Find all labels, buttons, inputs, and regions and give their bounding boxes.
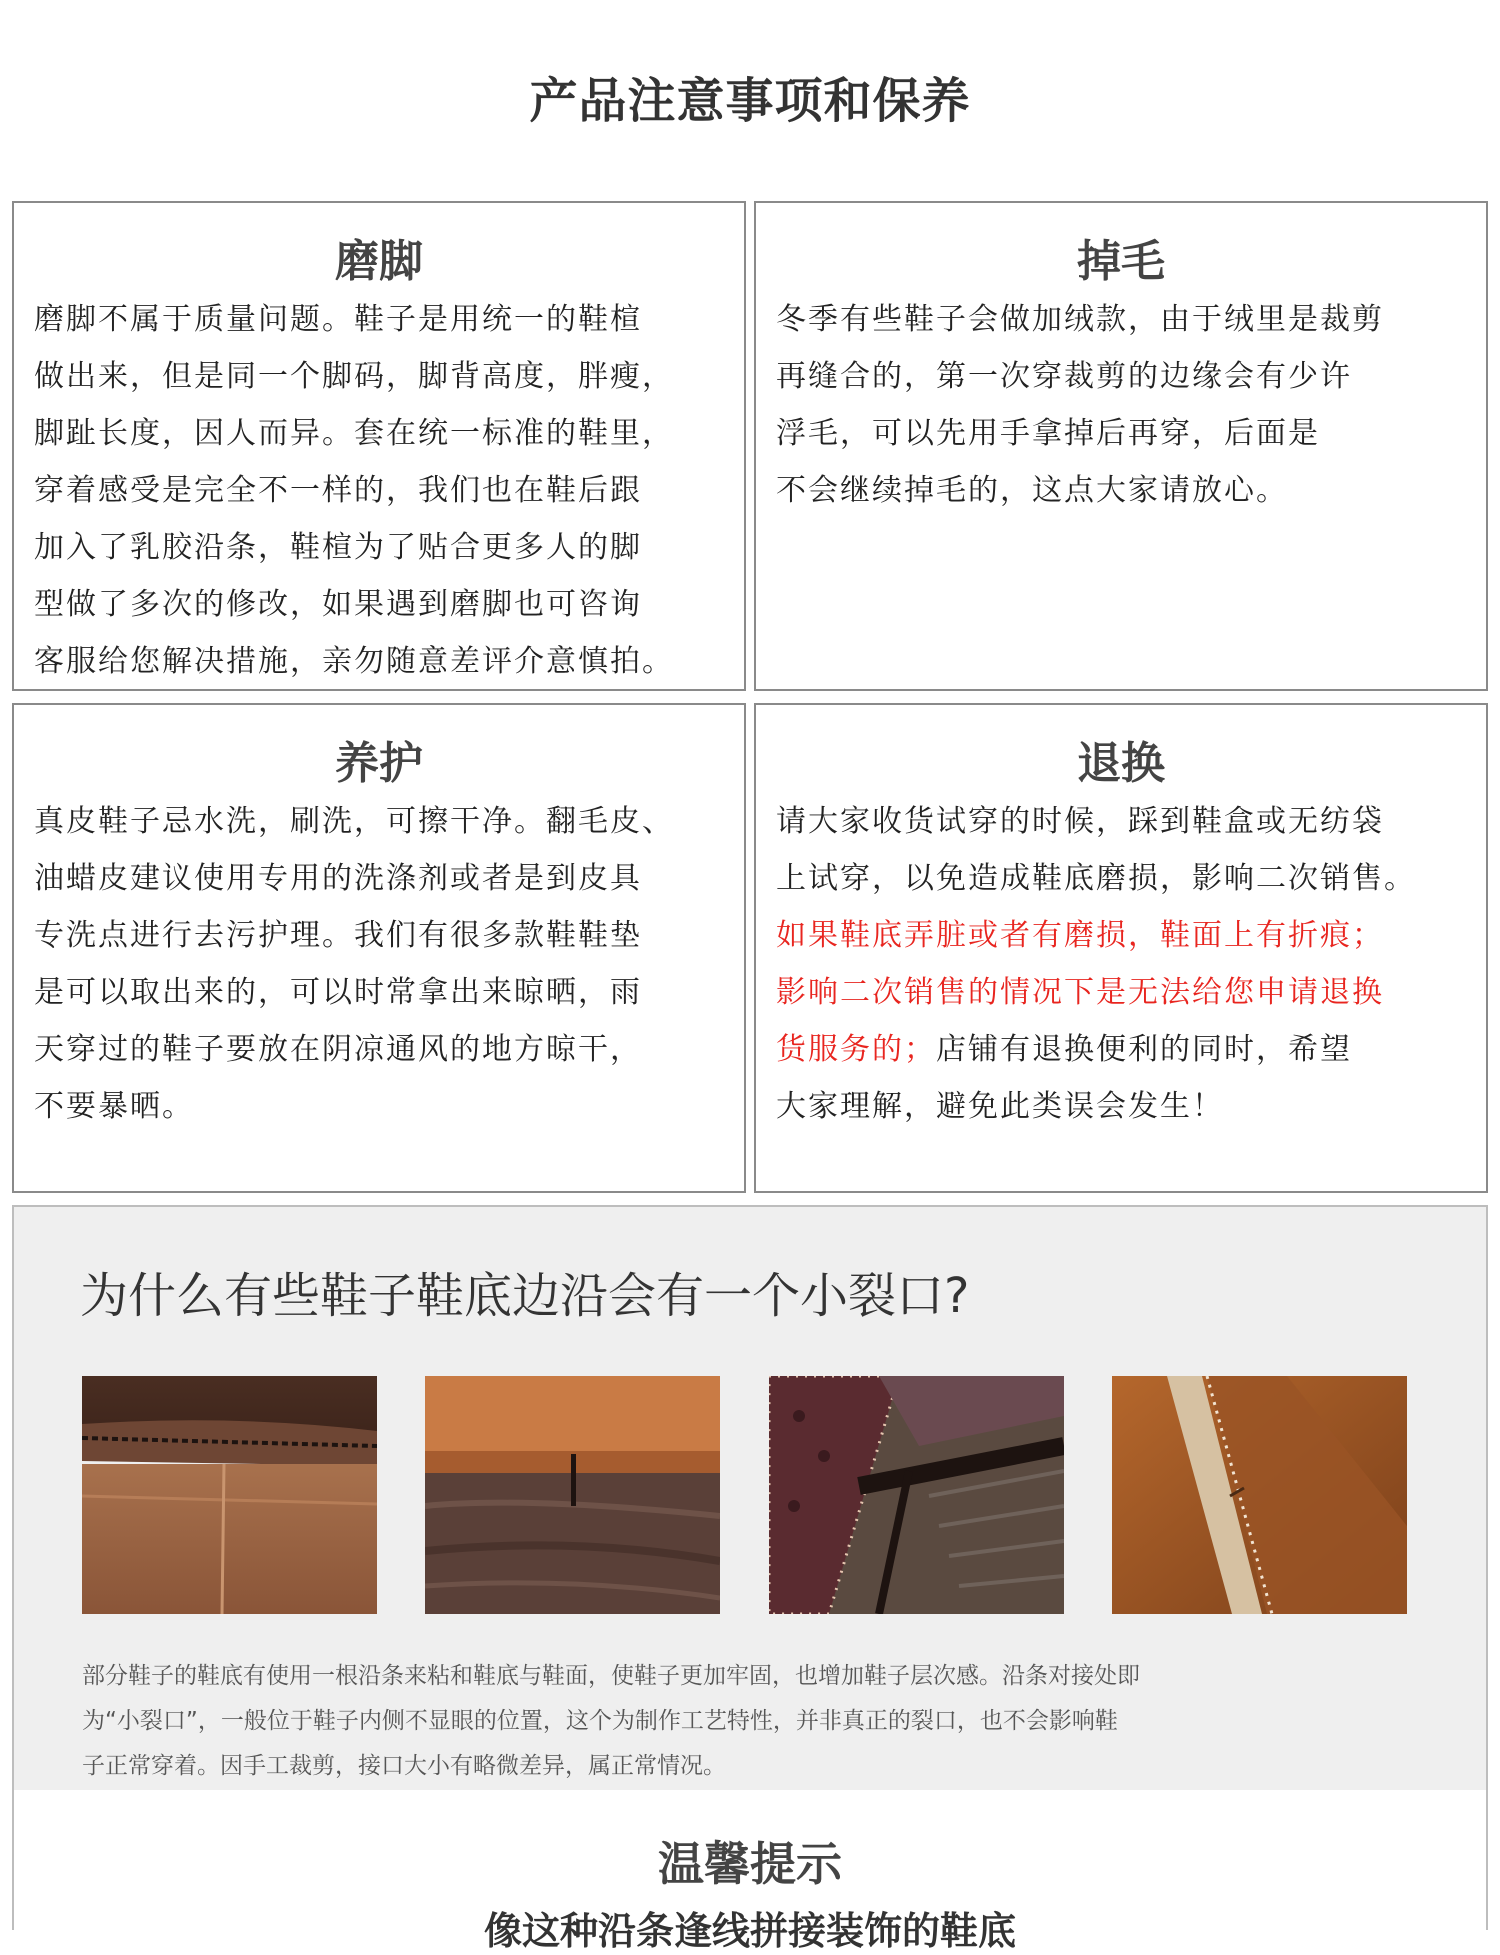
foot-rub-title: 磨脚: [335, 236, 423, 287]
seam-explanation-section: [12, 1205, 1488, 1790]
returns-card: [754, 703, 1488, 1193]
seam-text-line: 为“小裂口”，一般位于鞋子内侧不显眼的位置，这个为制作工艺特性，并非真正的裂口，也不会影响鞋: [82, 1708, 1118, 1734]
care-line: 是可以取出来的，可以时常拿出来晾晒，雨: [34, 975, 642, 1010]
care-card: [12, 703, 746, 1193]
foot-rub-line: 客服给您解决措施，亲勿随意差评介意慎拍。: [34, 644, 674, 679]
shedding-line: 再缝合的，第一次穿裁剪的边缘会有少许: [776, 359, 1352, 394]
foot-rub-body: [34, 291, 734, 690]
seam-section-title: 为什么有些鞋子鞋底边沿会有一个小裂口?: [80, 1268, 970, 1324]
seam-photo-3: [769, 1376, 1064, 1614]
returns-line-fragment: 店铺有退换便利的同时，希望: [936, 1032, 1352, 1067]
care-line: 专洗点进行去污护理。我们有很多款鞋鞋垫: [34, 918, 642, 953]
returns-warning-fragment: 货服务的；: [776, 1032, 936, 1067]
care-title: 养护: [335, 738, 423, 789]
returns-line: 大家理解，避免此类误会发生！: [776, 1089, 1224, 1124]
warm-tips-section: [12, 1790, 1488, 1953]
care-line: 真皮鞋子忌水洗，刷洗，可擦干净。翻毛皮、: [34, 804, 674, 839]
returns-line: 请大家收货试穿的时候，踩到鞋盒或无纺袋: [776, 804, 1384, 839]
foot-rub-line: 脚趾长度，因人而异。套在统一标准的鞋里，: [34, 416, 674, 451]
shedding-line: 浮毛，可以先用手拿掉后再穿，后面是: [776, 416, 1320, 451]
returns-warning-line: 影响二次销售的情况下是无法给您申请退换: [776, 975, 1384, 1010]
shedding-line: 不会继续掉毛的，这点大家请放心。: [776, 473, 1288, 508]
seam-photo-4: [1112, 1376, 1407, 1614]
shedding-card: [754, 201, 1488, 691]
returns-line: 上试穿，以免造成鞋底磨损，影响二次销售。: [776, 861, 1416, 896]
care-line: 油蜡皮建议使用专用的洗涤剂或者是到皮具: [34, 861, 642, 896]
shedding-line: 冬季有些鞋子会做加绒款，由于绒里是裁剪: [776, 302, 1384, 337]
shedding-body: [776, 291, 1476, 519]
foot-rub-card: [12, 201, 746, 691]
shedding-title: 掉毛: [1077, 236, 1165, 287]
returns-body: [776, 793, 1476, 1135]
seam-text-line: 部分鞋子的鞋底有使用一根沿条来粘和鞋底与鞋面，使鞋子更加牢固，也增加鞋子层次感。沿条对接处即: [82, 1663, 1140, 1689]
returns-warning-line: 如果鞋底弄脏或者有磨损，鞋面上有折痕；: [776, 918, 1384, 953]
seam-explanation-text: [82, 1654, 1422, 1789]
foot-rub-line: 型做了多次的修改，如果遇到磨脚也可咨询: [34, 587, 642, 622]
page-title: 产品注意事项和保养: [529, 73, 971, 129]
foot-rub-line: 磨脚不属于质量问题。鞋子是用统一的鞋楦: [34, 302, 642, 337]
returns-mixed-line: [776, 1021, 1476, 1078]
seam-photo-1: [82, 1376, 377, 1614]
foot-rub-line: 做出来，但是同一个脚码，脚背高度，胖瘦，: [34, 359, 674, 394]
seam-photo-2: [425, 1376, 720, 1614]
returns-title: 退换: [1077, 738, 1165, 789]
tips-title: 温馨提示: [658, 1837, 842, 1891]
foot-rub-line: 穿着感受是完全不一样的，我们也在鞋后跟: [34, 473, 642, 508]
tips-subtitle: 像这种沿条逢线拼接装饰的鞋底: [483, 1909, 1016, 1953]
seam-text-line: 子正常穿着。因手工裁剪，接口大小有略微差异，属正常情况。: [82, 1753, 726, 1779]
care-line: 不要暴晒。: [34, 1089, 194, 1124]
care-line: 天穿过的鞋子要放在阴凉通风的地方晾干，: [34, 1032, 642, 1067]
care-body: [34, 793, 734, 1135]
foot-rub-line: 加入了乳胶沿条，鞋楦为了贴合更多人的脚: [34, 530, 642, 565]
